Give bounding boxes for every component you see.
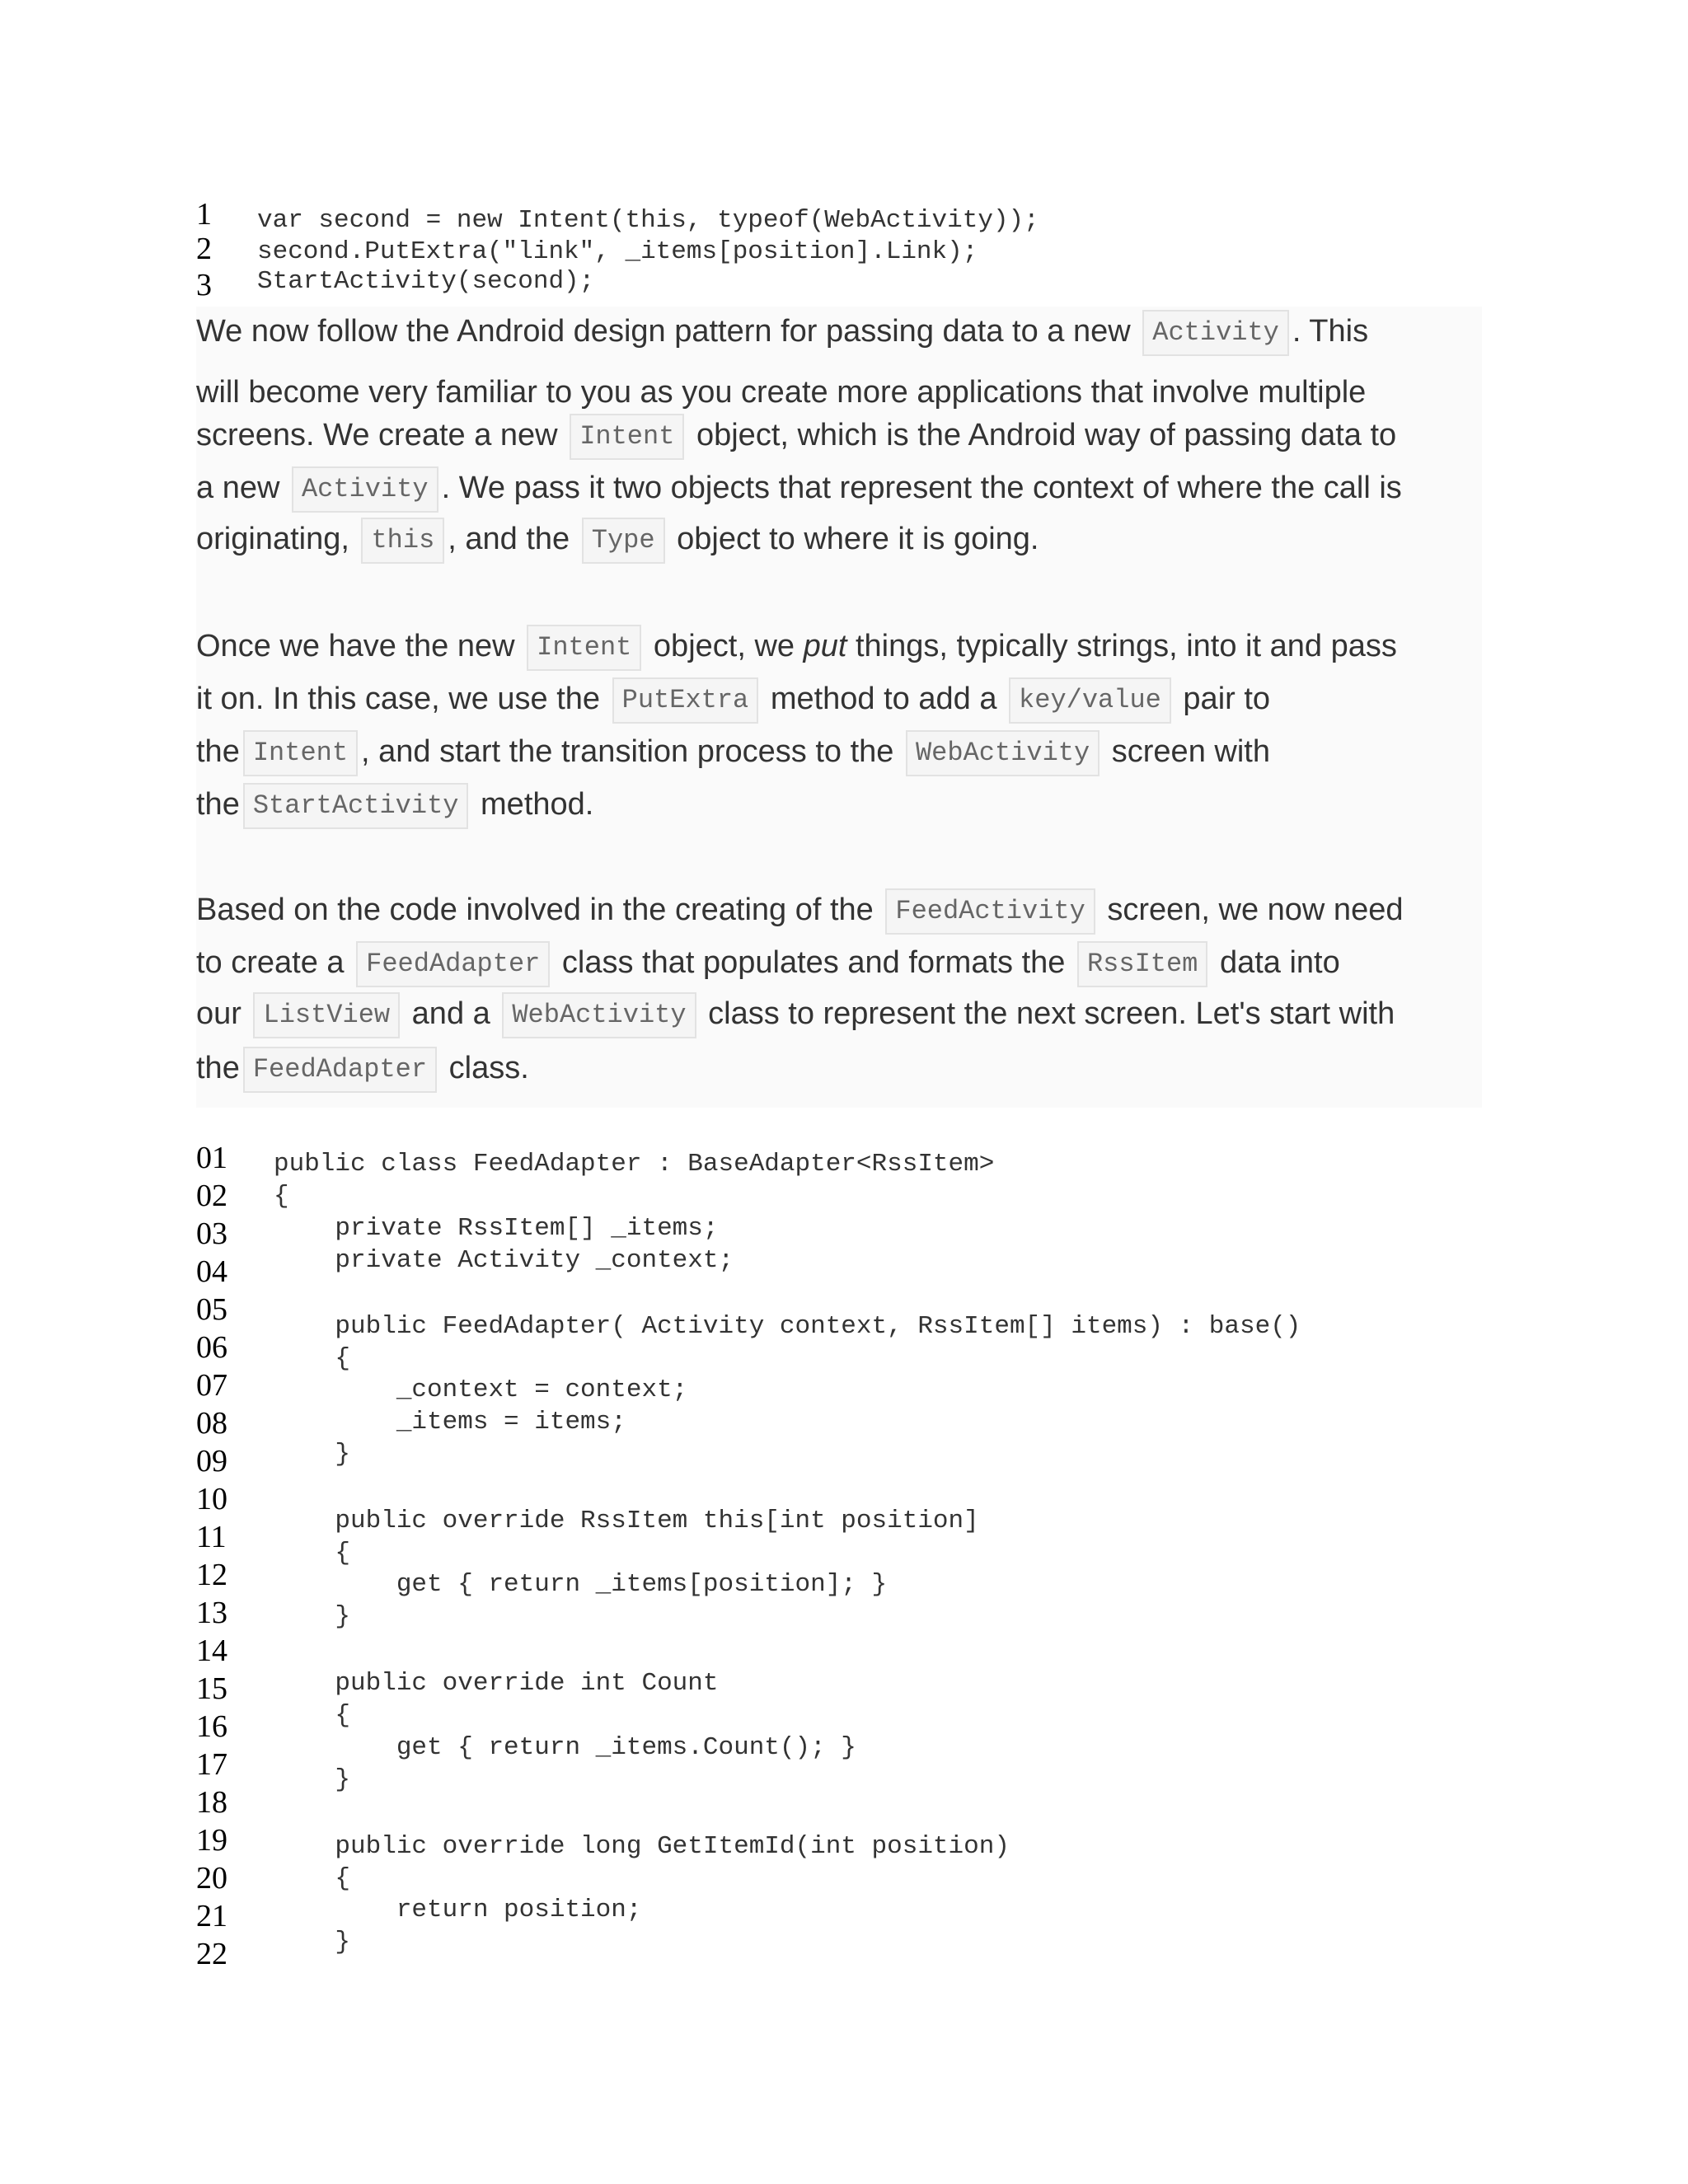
code-line [0,232,978,266]
line-number: 2 [196,232,212,266]
text: a new [196,471,280,506]
line-number: 14 [196,1633,227,1668]
inline-code: Type [582,518,665,564]
code-text: public class FeedAdapter : BaseAdapter<RssItem> [274,1150,995,1179]
text: to create a [196,945,345,981]
text: Based on the code involved in the creating of the [196,893,874,928]
paragraph-1-line-4 [196,466,1402,513]
code-text: } [274,1765,351,1794]
text: will become very familiar to you as you create more applications that involve multiple [196,375,1367,410]
code-text: } [274,1928,351,1957]
code-text: { [274,1539,351,1568]
inline-code: StartActivity [243,783,469,829]
code-text: { [274,1344,351,1373]
code-text: _context = context; [274,1376,688,1404]
text: , and the [448,522,570,557]
code-line [0,197,1039,235]
paragraph-1-line-1 [196,310,1368,356]
text: , and start the transition process to the [361,734,894,770]
paragraph-2-line-4 [196,783,593,829]
prose-section [196,307,1482,1108]
text: class. [448,1051,529,1086]
text: screens. We create a new [196,418,558,453]
emphasis-text: put [803,629,847,664]
text: object to where it is going. [677,522,1039,557]
code-line [0,267,595,302]
code-text: } [274,1602,351,1631]
text: object, which is the Android way of passing data to [696,418,1397,453]
line-number: 03 [196,1216,227,1251]
text: screen, we now need [1107,893,1404,928]
paragraph-1-line-2 [196,373,1366,419]
text: method. [481,787,594,823]
code-text: public override int Count [274,1669,719,1698]
code-text: get { return _items.Count(); } [274,1733,856,1762]
line-number: 01 [196,1141,227,1175]
code-text: get { return _items[position]; } [274,1570,888,1599]
code-text: } [274,1440,351,1469]
code-text: public FeedAdapter( Activity context, RssItem[] items) : base() [274,1312,1301,1341]
inline-code: Activity [1142,310,1289,356]
paragraph-2-line-3 [196,730,1270,776]
text: We now follow the Android design pattern for passing data to a new [196,314,1131,349]
line-number: 19 [196,1823,227,1858]
code-text: public override RssItem this[int position] [274,1507,979,1535]
code-text: private Activity _context; [274,1246,734,1275]
line-number: 21 [196,1899,227,1933]
text: our [196,996,241,1032]
paragraph-1-line-5 [196,518,1039,564]
text: class that populates and formats the [561,945,1066,981]
line-number: 20 [196,1861,227,1896]
text: the [196,1051,240,1086]
inline-code: this [361,518,444,564]
text: Once we have the new [196,629,515,664]
inline-code: key/value [1009,677,1171,724]
line-number: 18 [196,1785,227,1820]
inline-code: Activity [292,466,438,513]
line-number: 08 [196,1406,227,1441]
text: things, typically strings, into it and pass [855,629,1397,664]
code-text: second.PutExtra("link", _items[position].Link); [257,237,978,266]
text: . This [1292,314,1369,349]
text: and a [411,996,490,1032]
text: class to represent the next screen. Let's start with [708,996,1395,1032]
text: the [196,787,240,823]
code-text: { [274,1864,351,1893]
line-number: 04 [196,1254,227,1289]
inline-code: FeedAdapter [356,941,550,987]
code-text: var second = new Intent(this, typeof(WebActivity)); [257,206,1039,235]
text: object, we [653,629,795,664]
inline-code: Intent [570,414,684,460]
code-text: { [274,1182,289,1211]
line-number: 12 [196,1558,227,1592]
code-text: private RssItem[] _items; [274,1214,719,1243]
text: method to add a [770,682,997,717]
paragraph-2-line-1 [196,625,1397,671]
text: pair to [1183,682,1271,717]
line-number: 3 [196,268,212,302]
paragraph-3-line-2 [196,941,1340,987]
code-text: public override long GetItemId(int position) [274,1832,1010,1861]
line-number: 10 [196,1482,227,1516]
inline-code: ListView [253,992,400,1038]
line-number: 11 [196,1520,227,1554]
line-number: 17 [196,1747,227,1782]
paragraph-2-line-2 [196,677,1270,724]
line-number: 22 [196,1937,227,1971]
inline-code: RssItem [1077,941,1207,987]
inline-code: Intent [527,625,641,671]
inline-code: Intent [243,730,358,776]
code-text: StartActivity(second); [257,267,595,296]
text: screen with [1111,734,1270,770]
paragraph-3-line-3 [196,992,1395,1038]
paragraph-3-line-1 [196,888,1403,935]
line-number: 15 [196,1671,227,1706]
code-text: return position; [274,1896,642,1924]
text: . We pass it two objects that represent the context of where the call is [441,471,1402,506]
line-number: 05 [196,1292,227,1327]
inline-code: FeedActivity [885,888,1095,935]
line-number: 09 [196,1444,227,1479]
inline-code: WebActivity [906,730,1100,776]
paragraph-3-line-4 [196,1047,529,1093]
line-number: 02 [196,1179,227,1213]
line-number: 06 [196,1330,227,1365]
text: the [196,734,240,770]
line-number: 1 [196,197,212,232]
inline-code: FeedAdapter [243,1047,437,1093]
code-text: _items = items; [274,1408,626,1436]
text: originating, [196,522,349,557]
inline-code: PutExtra [612,677,759,724]
line-number: 07 [196,1368,227,1403]
line-number: 13 [196,1596,227,1630]
inline-code: WebActivity [502,992,696,1038]
code-text: { [274,1701,351,1730]
text: it on. In this case, we use the [196,682,601,717]
text: data into [1219,945,1340,981]
paragraph-1-line-3 [196,414,1396,460]
line-number: 16 [196,1709,227,1744]
